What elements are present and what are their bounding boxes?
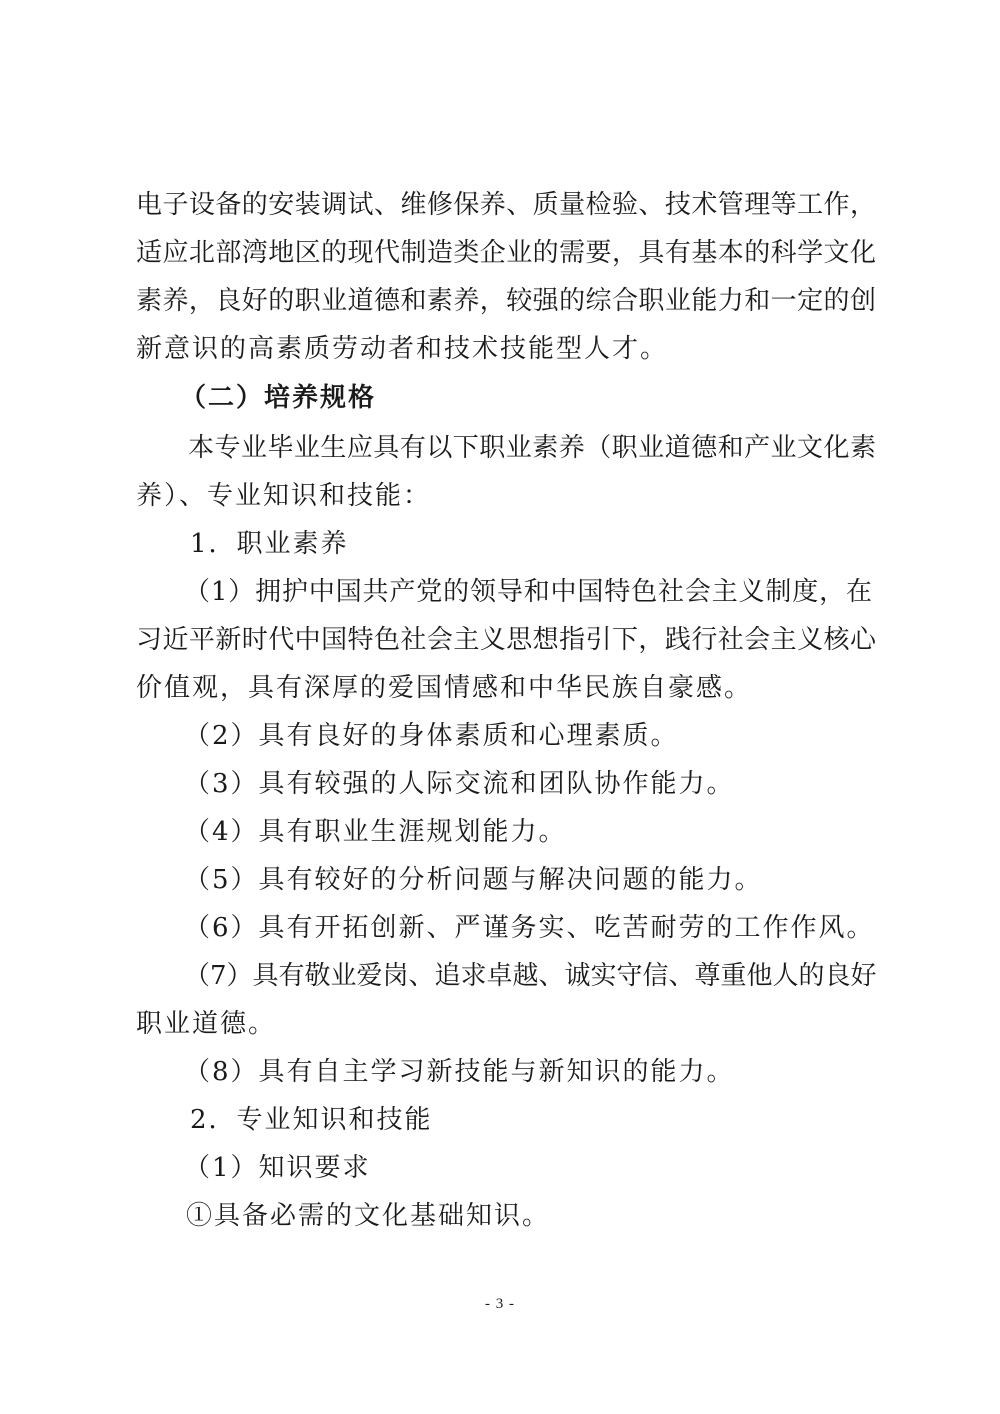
paragraph-line: 适应北部湾地区的现代制造类企业的需要，具有基本的科学文化 xyxy=(136,238,876,268)
paragraph-line: 素养，良好的职业道德和素养，较强的综合职业能力和一定的创 xyxy=(136,286,876,316)
list-item: （3）具有较强的人际交流和团队协作能力。 xyxy=(184,769,735,799)
paragraph-line: 本专业毕业生应具有以下职业素养（职业道德和产业文化素 xyxy=(188,433,876,463)
list-item-continuation: 习近平新时代中国特色社会主义思想指引下，践行社会主义核心 xyxy=(136,625,876,655)
list-item: （1）拥护中国共产党的领导和中国特色社会主义制度，在 xyxy=(184,577,872,607)
list-item: （4）具有职业生涯规划能力。 xyxy=(184,817,567,847)
paragraph-line: 电子设备的安装调试、维修保养、质量检验、技术管理等工作， xyxy=(136,190,876,220)
paragraph-line: 新意识的高素质劳动者和技术技能型人才。 xyxy=(136,334,669,364)
paragraph-line: 养）、专业知识和技能： xyxy=(136,481,432,511)
page-number: - 3 - xyxy=(485,1296,515,1312)
list-item: （6）具有开拓创新、严谨务实、吃苦耐劳的工作作风。 xyxy=(184,913,875,943)
list-item: ①具备必需的文化基础知识。 xyxy=(186,1201,551,1231)
section-heading: （二）培养规格 xyxy=(180,383,377,413)
list-item-continuation: 职业道德。 xyxy=(136,1009,277,1039)
sub-heading: 2．专业知识和技能 xyxy=(190,1105,433,1135)
list-item: （5）具有较好的分析问题与解决问题的能力。 xyxy=(184,865,763,895)
list-item: （7）具有敬业爱岗、追求卓越、诚实守信、尊重他人的良好 xyxy=(184,961,877,991)
list-item-continuation: 价值观，具有深厚的爱国情感和中华民族自豪感。 xyxy=(136,673,753,703)
list-item: （8）具有自主学习新技能与新知识的能力。 xyxy=(184,1057,735,1087)
sub-heading: 1．职业素养 xyxy=(190,529,349,559)
list-item: （1）知识要求 xyxy=(184,1153,371,1183)
list-item: （2）具有良好的身体素质和心理素质。 xyxy=(184,721,679,751)
